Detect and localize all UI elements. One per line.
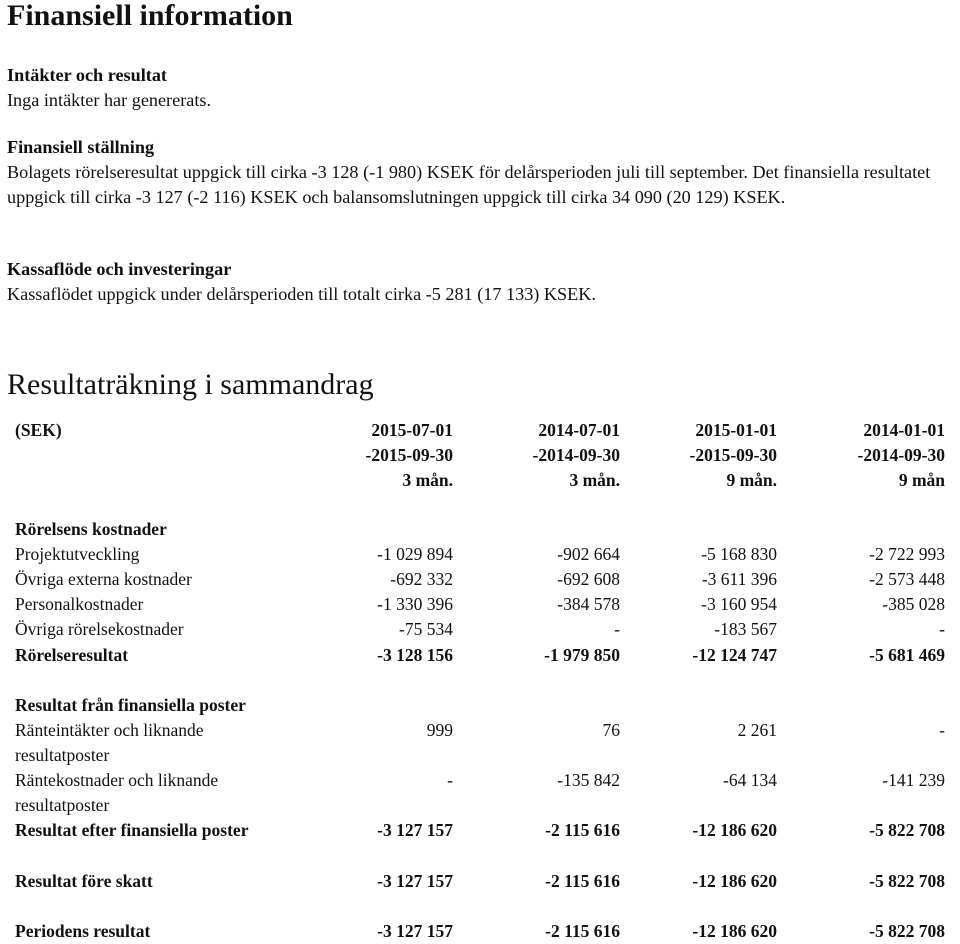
row-value: - bbox=[614, 619, 620, 639]
row-label: Resultat från finansiella poster bbox=[15, 695, 246, 715]
row-label: Resultat före skatt bbox=[15, 871, 153, 891]
row-label: Projektutveckling bbox=[15, 544, 140, 564]
column-header-start: 2015-01-01 bbox=[695, 420, 777, 440]
row-value: 76 bbox=[602, 720, 620, 740]
row-value: -2 115 616 bbox=[545, 820, 620, 840]
row-value: -2 115 616 bbox=[545, 921, 620, 941]
table-row bbox=[0, 793, 960, 818]
row-value: -902 664 bbox=[557, 544, 620, 564]
section-title: Kassaflöde och investeringar bbox=[7, 259, 232, 279]
row-value: -5 822 708 bbox=[869, 921, 945, 941]
column-header-end: -2015-09-30 bbox=[365, 445, 453, 465]
row-label: resultatposter bbox=[15, 745, 110, 765]
row-value: -384 578 bbox=[557, 594, 620, 614]
row-value: -1 979 850 bbox=[544, 645, 620, 665]
row-value: -3 128 156 bbox=[377, 645, 453, 665]
row-value: -3 611 396 bbox=[701, 569, 777, 589]
table-row bbox=[0, 617, 960, 642]
section-text: Bolagets rörelseresultat uppgick till cirka -3 128 (-1 980) KSEK för delårsperioden juli till september. Det finansiella resultatet uppgick till cirka -3 127 (-2 116) KSEK och balansomslutningen uppgick till cirka 34 090 (20 129) KSEK. bbox=[7, 162, 931, 207]
table-header-row bbox=[0, 443, 960, 468]
table-header-row bbox=[0, 418, 960, 443]
section-financial-position bbox=[7, 135, 957, 210]
row-label: resultatposter bbox=[15, 795, 110, 815]
row-value: -64 134 bbox=[723, 770, 777, 790]
row-value: -12 186 620 bbox=[692, 820, 777, 840]
row-value: -692 332 bbox=[390, 569, 453, 589]
row-value: -75 534 bbox=[399, 619, 453, 639]
row-label: Övriga externa kostnader bbox=[15, 569, 192, 589]
column-header-end: -2014-09-30 bbox=[532, 445, 620, 465]
column-header-period: 9 mån bbox=[898, 470, 945, 490]
income-statement-title: Resultaträkning i sammandrag bbox=[7, 368, 374, 401]
column-header-start: 2015-07-01 bbox=[371, 420, 453, 440]
row-value: -2 115 616 bbox=[545, 871, 620, 891]
table-row bbox=[0, 542, 960, 567]
row-value: -12 186 620 bbox=[692, 921, 777, 941]
row-label: Ränteintäkter och liknande bbox=[15, 720, 204, 740]
row-label: Övriga rörelsekostnader bbox=[15, 619, 184, 639]
column-header-start: 2014-01-01 bbox=[863, 420, 945, 440]
section-revenue bbox=[7, 63, 957, 113]
column-header-period: 9 mån. bbox=[726, 470, 777, 490]
row-value: -2 573 448 bbox=[869, 569, 945, 589]
row-value: - bbox=[939, 720, 945, 740]
table-row bbox=[0, 643, 960, 668]
row-value: -2 722 993 bbox=[869, 544, 945, 564]
row-value: - bbox=[447, 770, 453, 790]
row-value: -1 330 396 bbox=[377, 594, 453, 614]
row-value: -5 681 469 bbox=[869, 645, 945, 665]
table-row bbox=[0, 768, 960, 793]
row-value: 2 261 bbox=[737, 720, 777, 740]
row-value: -5 822 708 bbox=[869, 820, 945, 840]
unit-label: (SEK) bbox=[15, 420, 62, 440]
row-value: -1 029 894 bbox=[377, 544, 453, 564]
section-title: Intäkter och resultat bbox=[7, 65, 167, 85]
section-text: Kassaflödet uppgick under delårsperioden till totalt cirka -5 281 (17 133) KSEK. bbox=[7, 284, 596, 304]
column-header-end: -2014-09-30 bbox=[857, 445, 945, 465]
row-value: -385 028 bbox=[882, 594, 945, 614]
row-value: -3 160 954 bbox=[701, 594, 777, 614]
table-row bbox=[0, 818, 960, 843]
column-header-period: 3 mån. bbox=[402, 470, 453, 490]
column-header-end: -2015-09-30 bbox=[689, 445, 777, 465]
section-cash-flow bbox=[7, 257, 957, 307]
income-statement-table bbox=[0, 418, 960, 944]
row-value: -12 124 747 bbox=[692, 645, 777, 665]
row-value: -692 608 bbox=[557, 569, 620, 589]
row-value: -5 168 830 bbox=[701, 544, 777, 564]
row-value: - bbox=[939, 619, 945, 639]
row-value: -12 186 620 bbox=[692, 871, 777, 891]
row-label: Personalkostnader bbox=[15, 594, 144, 614]
row-label: Räntekostnader och liknande bbox=[15, 770, 219, 790]
row-label: Periodens resultat bbox=[15, 921, 151, 941]
row-value: -3 127 157 bbox=[377, 820, 453, 840]
table-row bbox=[0, 693, 960, 718]
row-value: -183 567 bbox=[714, 619, 777, 639]
section-title: Finansiell ställning bbox=[7, 137, 155, 157]
row-value: -5 822 708 bbox=[869, 871, 945, 891]
column-header-start: 2014-07-01 bbox=[538, 420, 620, 440]
section-text: Inga intäkter har genererats. bbox=[7, 90, 211, 110]
page-title: Finansiell information bbox=[7, 0, 293, 32]
row-label: Resultat efter finansiella poster bbox=[15, 820, 249, 840]
table-row bbox=[0, 743, 960, 768]
column-header-period: 3 mån. bbox=[569, 470, 620, 490]
table-row bbox=[0, 919, 960, 944]
table-row bbox=[0, 592, 960, 617]
table-row bbox=[0, 567, 960, 592]
table-header-row bbox=[0, 468, 960, 493]
table-row bbox=[0, 869, 960, 894]
row-value: -135 842 bbox=[557, 770, 620, 790]
table-row bbox=[0, 718, 960, 743]
table-row bbox=[0, 517, 960, 542]
row-value: -141 239 bbox=[882, 770, 945, 790]
row-label: Rörelseresultat bbox=[15, 645, 129, 665]
row-value: 999 bbox=[426, 720, 453, 740]
row-label: Rörelsens kostnader bbox=[15, 519, 167, 539]
row-value: -3 127 157 bbox=[377, 921, 453, 941]
row-value: -3 127 157 bbox=[377, 871, 453, 891]
